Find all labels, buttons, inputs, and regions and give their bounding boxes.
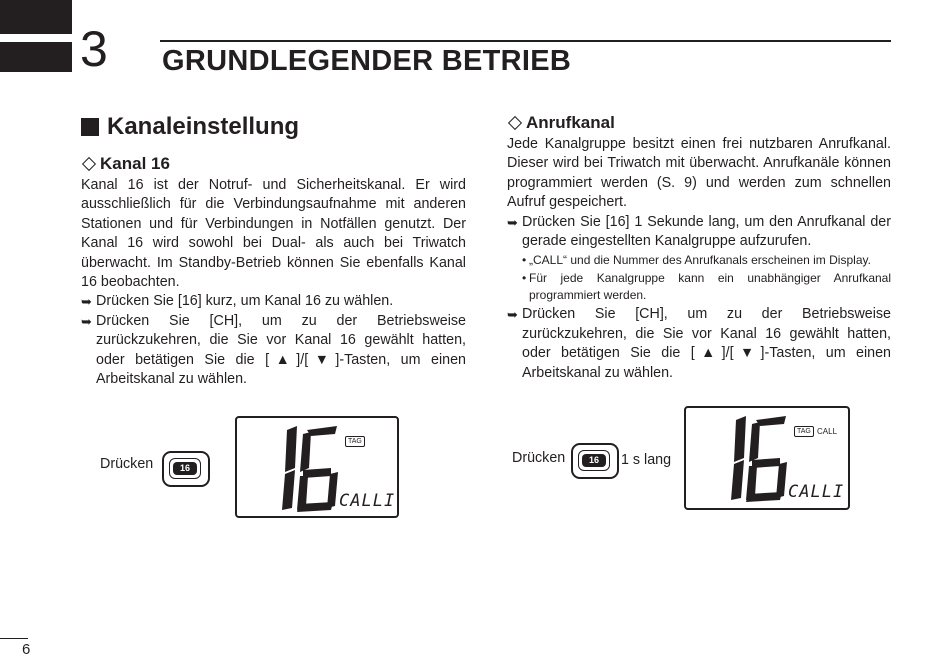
header-rule [160, 40, 891, 42]
diamond-icon [508, 116, 522, 130]
chapter-title: GRUNDLEGENDER BETRIEB [162, 45, 572, 77]
section-title: Kanaleinstellung [107, 113, 300, 140]
anrufkanal-step-2-text: Drücken Sie [CH], um zu der Betriebsweise zurückzukehren, die Sie vor Kanal 16 gewählt hatten, oder betätigen Sie die [▲]/[▼]-Tasten, um einen Arbeitskanal zu wählen. [522, 306, 891, 381]
left-press-label: Drücken [100, 456, 154, 472]
right-lcd-name: CALLI [788, 482, 845, 502]
anrufkanal-bullet-2-text: Für jede Kanalgruppe kann ein unabhängiger Anrufkanal programmiert werden. [529, 271, 891, 303]
chapter-number: 3 [80, 21, 108, 77]
anrufkanal-step-1 [507, 213, 891, 252]
key-16-label: 16 [582, 454, 606, 467]
right-lcd-call: CALL [817, 427, 838, 436]
kanal16-step-1-text: Drücken Sie [16] kurz, um Kanal 16 zu wählen. [96, 293, 394, 310]
anrufkanal-bullet-1-text: „CALL“ und die Nummer des Anrufkanals erscheinen im Display. [529, 253, 871, 268]
left-column [81, 112, 466, 389]
kanal16-title: Kanal 16 [100, 154, 170, 173]
duration-label: 1 s lang [621, 452, 672, 468]
kanal16-body: Kanal 16 ist der Notruf- und Sicherheitskanal. Er wird ausschließlich für die Verbindungsaufnahme mit anderen Stationen und für Verbindungen in Notfällen genutzt. Der Kanal 16 wird sowohl bei Dual- als auch bei Triwatch überwacht. Im Standby-Betrieb können Sie ebenfalls Kanal 16 beobachten. [81, 177, 466, 291]
anrufkanal-bullet-1 [507, 252, 891, 269]
kanal16-heading [81, 154, 466, 174]
left-lcd-tag: TAG [345, 436, 365, 447]
right-press-label: Drücken [512, 450, 566, 466]
anrufkanal-heading [507, 113, 891, 133]
black-square-icon [81, 118, 99, 136]
page-number: 6 [22, 641, 31, 658]
key-16-label: 16 [173, 462, 197, 475]
bullet-icon: • [522, 271, 527, 286]
anrufkanal-step-1-text: Drücken Sie [16] 1 Sekunde lang, um den Anrufkanal der gerade eingestellten Kanalgruppe aufzurufen. [522, 213, 891, 250]
anrufkanal-title: Anrufkanal [526, 113, 615, 132]
anrufkanal-body: Jede Kanalgruppe besitzt einen frei nutzbaren Anrufkanal. Dieser wird bei Triwatch mit überwacht. Anrufkanäle können programmiert werden (S. 9) und werden zum schnellen Aufruf gespeichert. [507, 136, 891, 211]
chapter-tab-top [0, 0, 72, 34]
kanal16-step-2-text: Drücken Sie [CH], um zu der Betriebsweise zurückzukehren, die Sie vor Kanal 16 gewählt hatten, oder betätigen Sie die [▲]/[▼]-Tasten, um einen Arbeitskanal zu wählen. [96, 312, 466, 388]
anrufkanal-step-2 [507, 305, 891, 383]
chapter-tab-bottom [0, 42, 72, 72]
key-16-inner [169, 458, 201, 479]
arrow-icon: ➥ [507, 214, 518, 230]
right-lcd-tag: TAG [794, 426, 814, 437]
right-column [507, 113, 891, 383]
diamond-icon [82, 157, 96, 171]
arrow-icon: ➥ [507, 307, 518, 323]
footer-rule [0, 638, 28, 639]
key-16-button[interactable] [162, 451, 210, 487]
left-lcd-display [235, 416, 399, 518]
kanal16-step-2 [81, 312, 466, 390]
key-16-inner [578, 450, 610, 471]
right-lcd-display [684, 406, 850, 510]
anrufkanal-bullet-2 [507, 270, 891, 304]
kanal16-step-1 [81, 292, 466, 311]
chapter-tab [0, 0, 72, 72]
bullet-icon: • [522, 253, 527, 268]
left-lcd-name: CALLI [339, 491, 396, 511]
arrow-icon: ➥ [81, 313, 92, 329]
key-16-button-hold[interactable] [571, 443, 619, 479]
arrow-icon: ➥ [81, 294, 92, 310]
section-heading [81, 112, 466, 142]
